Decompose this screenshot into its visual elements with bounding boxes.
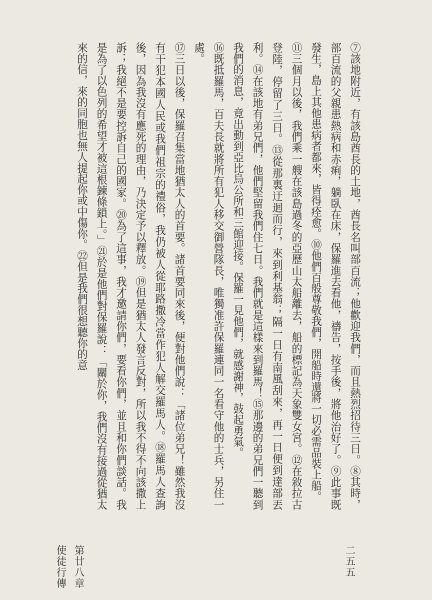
paragraph: ⑰三日以後，保羅召集當地猶太人的首要。諸首要同來後，便對他們說：「諸位弟兄！雖然我沒有干犯本國人民或我們祖宗的禮俗，我仍被人從耶路撒冷當作犯人解交羅馬人。⑱羅馬人查詢後，因為我沒有應死的理由，乃決定予以釋放。⑲但是猶太人發言反對，所以我不得不向該撒上訴；我絕不是要控訴自己的國家。⑳為了這事，我才邀請你們，要看你們，並且和你們談話。我是為了以色列的希望才被這根鍊條鎖上。」㉑於是他們對保羅說：「關於你，我們沒有接過從猶太來的信，來的同胞也無人提起你或中傷你。㉒但是我們很想聽你的意 — [76, 42, 186, 510]
paragraph: ⑪三個月以後，我們乘一艘在該島過冬的亞歷山太船離去，船的標記為天象雙女宮。⑫在敘拉古登陸，停留了三日。⑬從那裏迂迴而行，來到利基翁；隔一日有南風刮來，再一日便到達部丟利。⑭在該地有弟兄們，他們堅留我們住七日。我們就是這樣來到羅馬！⑮那邊的弟兄們一聽到我們的消息，竟出動到亞比烏公所和三館迎接。保羅一見他們，就感謝神，鼓起勇氣。 — [232, 42, 303, 510]
page-number: 二五五 — [343, 545, 354, 578]
paragraph: ⑯既抵羅馬，百夫長就將所有犯人移交御營隊長，唯獨准許保羅連同一名看守他的士兵，另住一處。 — [193, 42, 225, 510]
chapter-label: 第廿八章 — [72, 545, 83, 589]
paragraph: ⑦該地附近，有該島酋長的土地，酋長名叫部百流；他歡迎我們，而且熱烈招待三日。⑧其時，部百流的父親患熱病和赤痢，躺臥在床，保羅進去看他，禱告，按手後，將他治好了。⑨此事既發生，島上其他患病者都來，皆得痊愈。⑩他們百般尊敬我們，開船時還將一切必需品裝上船。 — [310, 42, 361, 510]
book-title: 使徒行傳 — [54, 545, 65, 589]
body-text — [48, 42, 364, 510]
